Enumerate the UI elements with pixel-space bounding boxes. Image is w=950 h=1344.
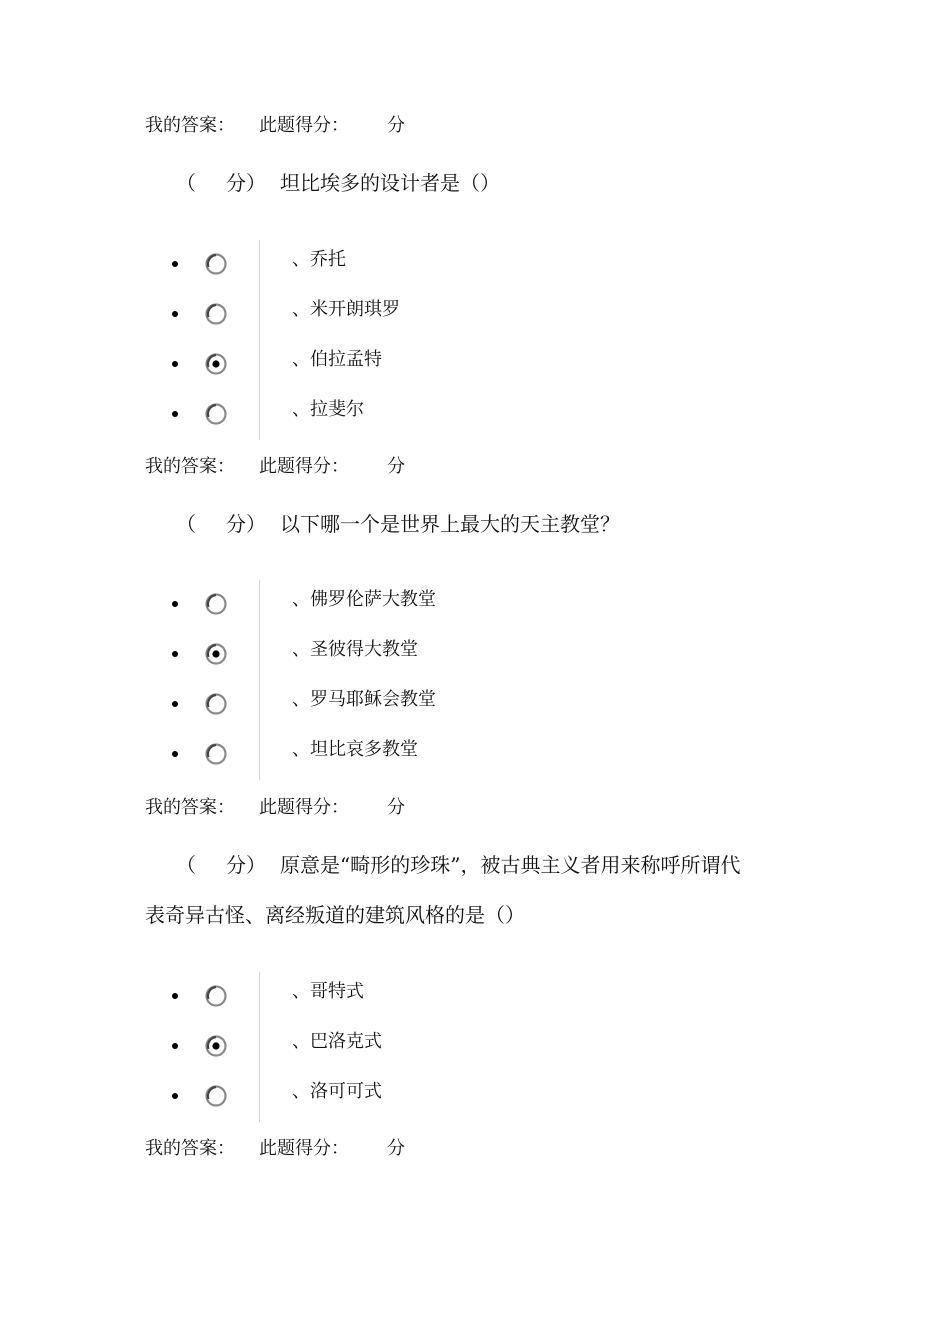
score-label: 此题得分： bbox=[259, 115, 349, 136]
option-row[interactable] bbox=[170, 972, 770, 1022]
my-answer-label: 我的答案： bbox=[145, 1138, 235, 1159]
option-label: 、巴洛克式 bbox=[292, 1031, 382, 1052]
radio-unselected-icon[interactable] bbox=[205, 303, 227, 325]
question-2-options bbox=[170, 580, 770, 780]
question-1-options bbox=[170, 240, 770, 440]
my-answer-label: 我的答案： bbox=[145, 456, 235, 477]
radio-unselected-icon[interactable] bbox=[205, 253, 227, 275]
option-row[interactable] bbox=[170, 240, 770, 290]
points-unit: 分） bbox=[226, 853, 266, 877]
my-answer-label: 我的答案： bbox=[145, 115, 235, 136]
score-unit: 分 bbox=[387, 797, 405, 818]
points-unit: 分） bbox=[226, 171, 266, 195]
points-open: （ bbox=[176, 512, 196, 536]
bullet-icon bbox=[172, 601, 178, 607]
option-label: 、佛罗伦萨大教堂 bbox=[292, 589, 436, 610]
option-row[interactable] bbox=[170, 580, 770, 630]
bullet-icon bbox=[172, 1043, 178, 1049]
bullet-icon bbox=[172, 751, 178, 757]
points-open: （ bbox=[176, 853, 196, 877]
score-label: 此题得分： bbox=[259, 456, 349, 477]
question-3-text-continued: 表奇异古怪、离经叛道的建筑风格的是（） bbox=[145, 903, 525, 927]
score-label: 此题得分： bbox=[259, 1138, 349, 1159]
option-row[interactable] bbox=[170, 630, 770, 680]
answer-score-line bbox=[145, 115, 405, 137]
option-row[interactable] bbox=[170, 1072, 770, 1122]
radio-unselected-icon[interactable] bbox=[205, 403, 227, 425]
option-row[interactable] bbox=[170, 1022, 770, 1072]
bullet-icon bbox=[172, 311, 178, 317]
bullet-icon bbox=[172, 1093, 178, 1099]
radio-unselected-icon[interactable] bbox=[205, 1085, 227, 1107]
answer-score-line bbox=[145, 1138, 405, 1160]
question-1-text: 坦比埃多的设计者是（） bbox=[280, 171, 500, 195]
option-row[interactable] bbox=[170, 680, 770, 730]
score-unit: 分 bbox=[387, 115, 405, 136]
question-3-text: 原意是“畸形的珍珠”，被古典主义者用来称呼所谓代 bbox=[280, 853, 741, 877]
option-label: 、罗马耶稣会教堂 bbox=[292, 689, 436, 710]
option-row[interactable] bbox=[170, 390, 770, 440]
score-unit: 分 bbox=[387, 456, 405, 477]
option-row[interactable] bbox=[170, 290, 770, 340]
question-3-options bbox=[170, 972, 770, 1122]
answer-score-line bbox=[145, 797, 405, 819]
option-label: 、洛可可式 bbox=[292, 1081, 382, 1102]
bullet-icon bbox=[172, 993, 178, 999]
score-label: 此题得分： bbox=[259, 797, 349, 818]
option-row[interactable] bbox=[170, 730, 770, 780]
bullet-icon bbox=[172, 261, 178, 267]
option-label: 、米开朗琪罗 bbox=[292, 299, 400, 320]
points-open: （ bbox=[176, 171, 196, 195]
question-1-header bbox=[176, 170, 500, 196]
option-label: 、哥特式 bbox=[292, 981, 364, 1002]
points-unit: 分） bbox=[226, 512, 266, 536]
radio-selected-icon[interactable] bbox=[205, 353, 227, 375]
radio-unselected-icon[interactable] bbox=[205, 743, 227, 765]
question-2-text: 以下哪一个是世界上最大的天主教堂？ bbox=[280, 512, 620, 536]
bullet-icon bbox=[172, 651, 178, 657]
radio-unselected-icon[interactable] bbox=[205, 693, 227, 715]
my-answer-label: 我的答案： bbox=[145, 797, 235, 818]
radio-selected-icon[interactable] bbox=[205, 643, 227, 665]
question-2-header bbox=[176, 511, 620, 537]
option-label: 、坦比哀多教堂 bbox=[292, 739, 418, 760]
option-label: 、乔托 bbox=[292, 249, 346, 270]
question-3-header bbox=[176, 852, 741, 878]
bullet-icon bbox=[172, 701, 178, 707]
answer-score-line bbox=[145, 456, 405, 478]
bullet-icon bbox=[172, 411, 178, 417]
radio-unselected-icon[interactable] bbox=[205, 593, 227, 615]
score-unit: 分 bbox=[387, 1138, 405, 1159]
option-label: 、拉斐尔 bbox=[292, 399, 364, 420]
option-label: 、伯拉孟特 bbox=[292, 349, 382, 370]
bullet-icon bbox=[172, 361, 178, 367]
option-row[interactable] bbox=[170, 340, 770, 390]
option-label: 、圣彼得大教堂 bbox=[292, 639, 418, 660]
radio-unselected-icon[interactable] bbox=[205, 985, 227, 1007]
radio-selected-icon[interactable] bbox=[205, 1035, 227, 1057]
